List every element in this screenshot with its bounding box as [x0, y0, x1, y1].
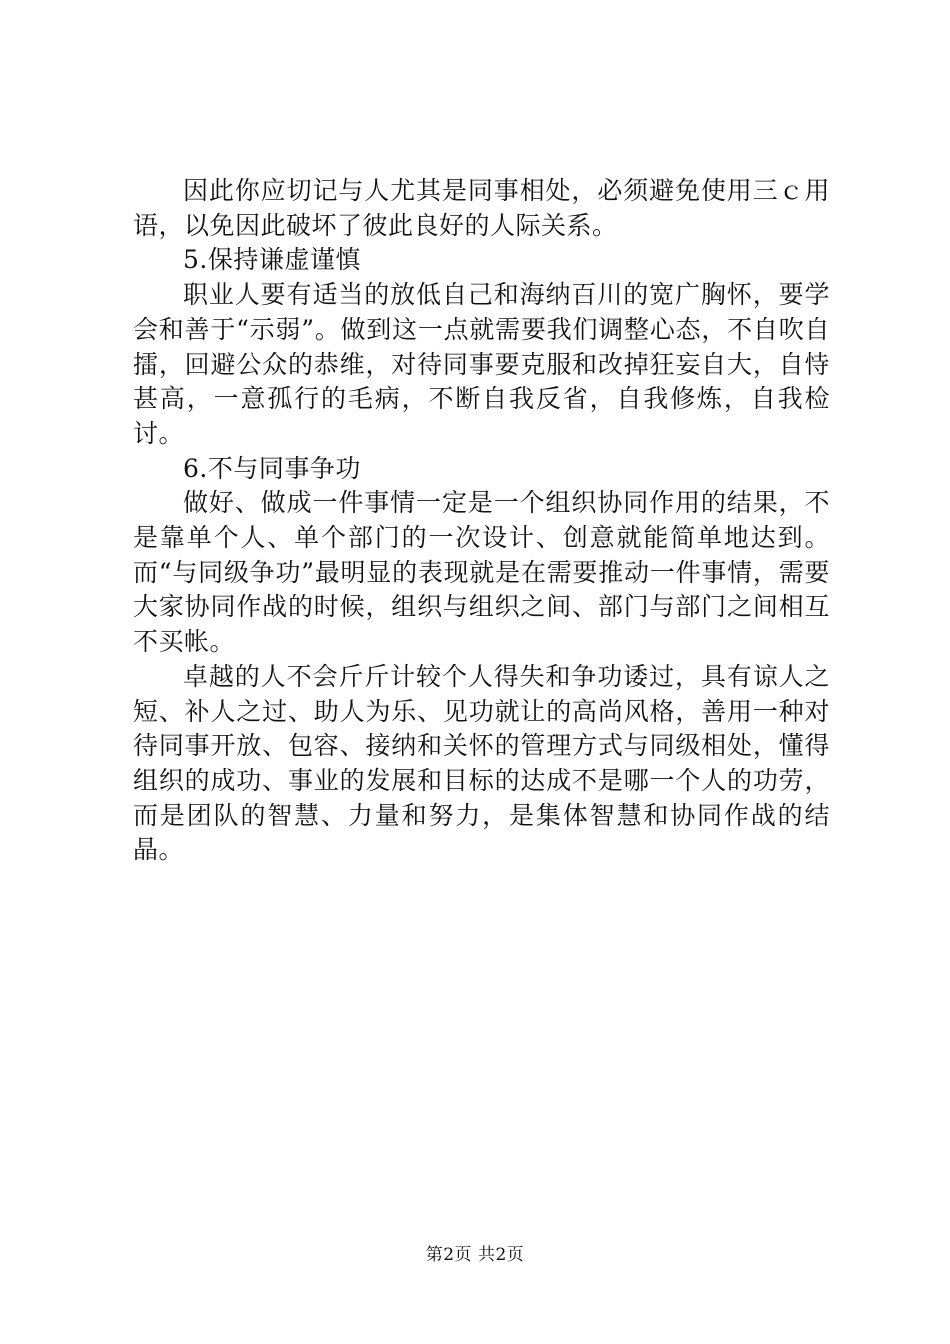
paragraph-teamwork: 做好、做成一件事情一定是一个组织协同作用的结果，不是靠单个人、单个部门的一次设计、创意就能简单地达到。而“与同级争功”最明显的表现就是在需要推动一件事情，需要大家协同作战的时候，组织与组织之间、部门与部门之间相互不买帐。 [133, 488, 830, 657]
paragraph-excellence: 卓越的人不会斤斤计较个人得失和争功诿过，具有谅人之短、补人之过、助人为乐、见功就让的高尚风格，善用一种对待同事开放、包容、接纳和关怀的管理方式与同级相处，懂得组织的成功、事业的发展和目标的达成不是哪一个人的功劳，而是团队的智慧、力量和努力，是集体智慧和协同作战的结晶。 [133, 661, 830, 865]
paragraph-modesty: 职业人要有适当的放低自己和海纳百川的宽广胸怀，要学会和善于“示弱”。做到这一点就需要我们调整心态，不自吹自擂，回避公众的恭维，对待同事要克服和改掉狂妄自大，自恃甚高，一意孤行的毛病，不断自我反省，自我修炼，自我检讨。 [133, 280, 830, 448]
section-heading-modesty: 5.保持谦虚谨慎 [183, 245, 361, 275]
page-footer: 第2页 共2页 [425, 1245, 525, 1265]
document-body [133, 174, 830, 868]
paragraph-avoid-3c: 因此你应切记与人尤其是同事相处，必须避免使用三ｃ用语，以免因此破坏了彼此良好的人际关系。 [133, 176, 830, 240]
section-heading-no-credit-grabbing: 6.不与同事争功 [183, 453, 361, 483]
